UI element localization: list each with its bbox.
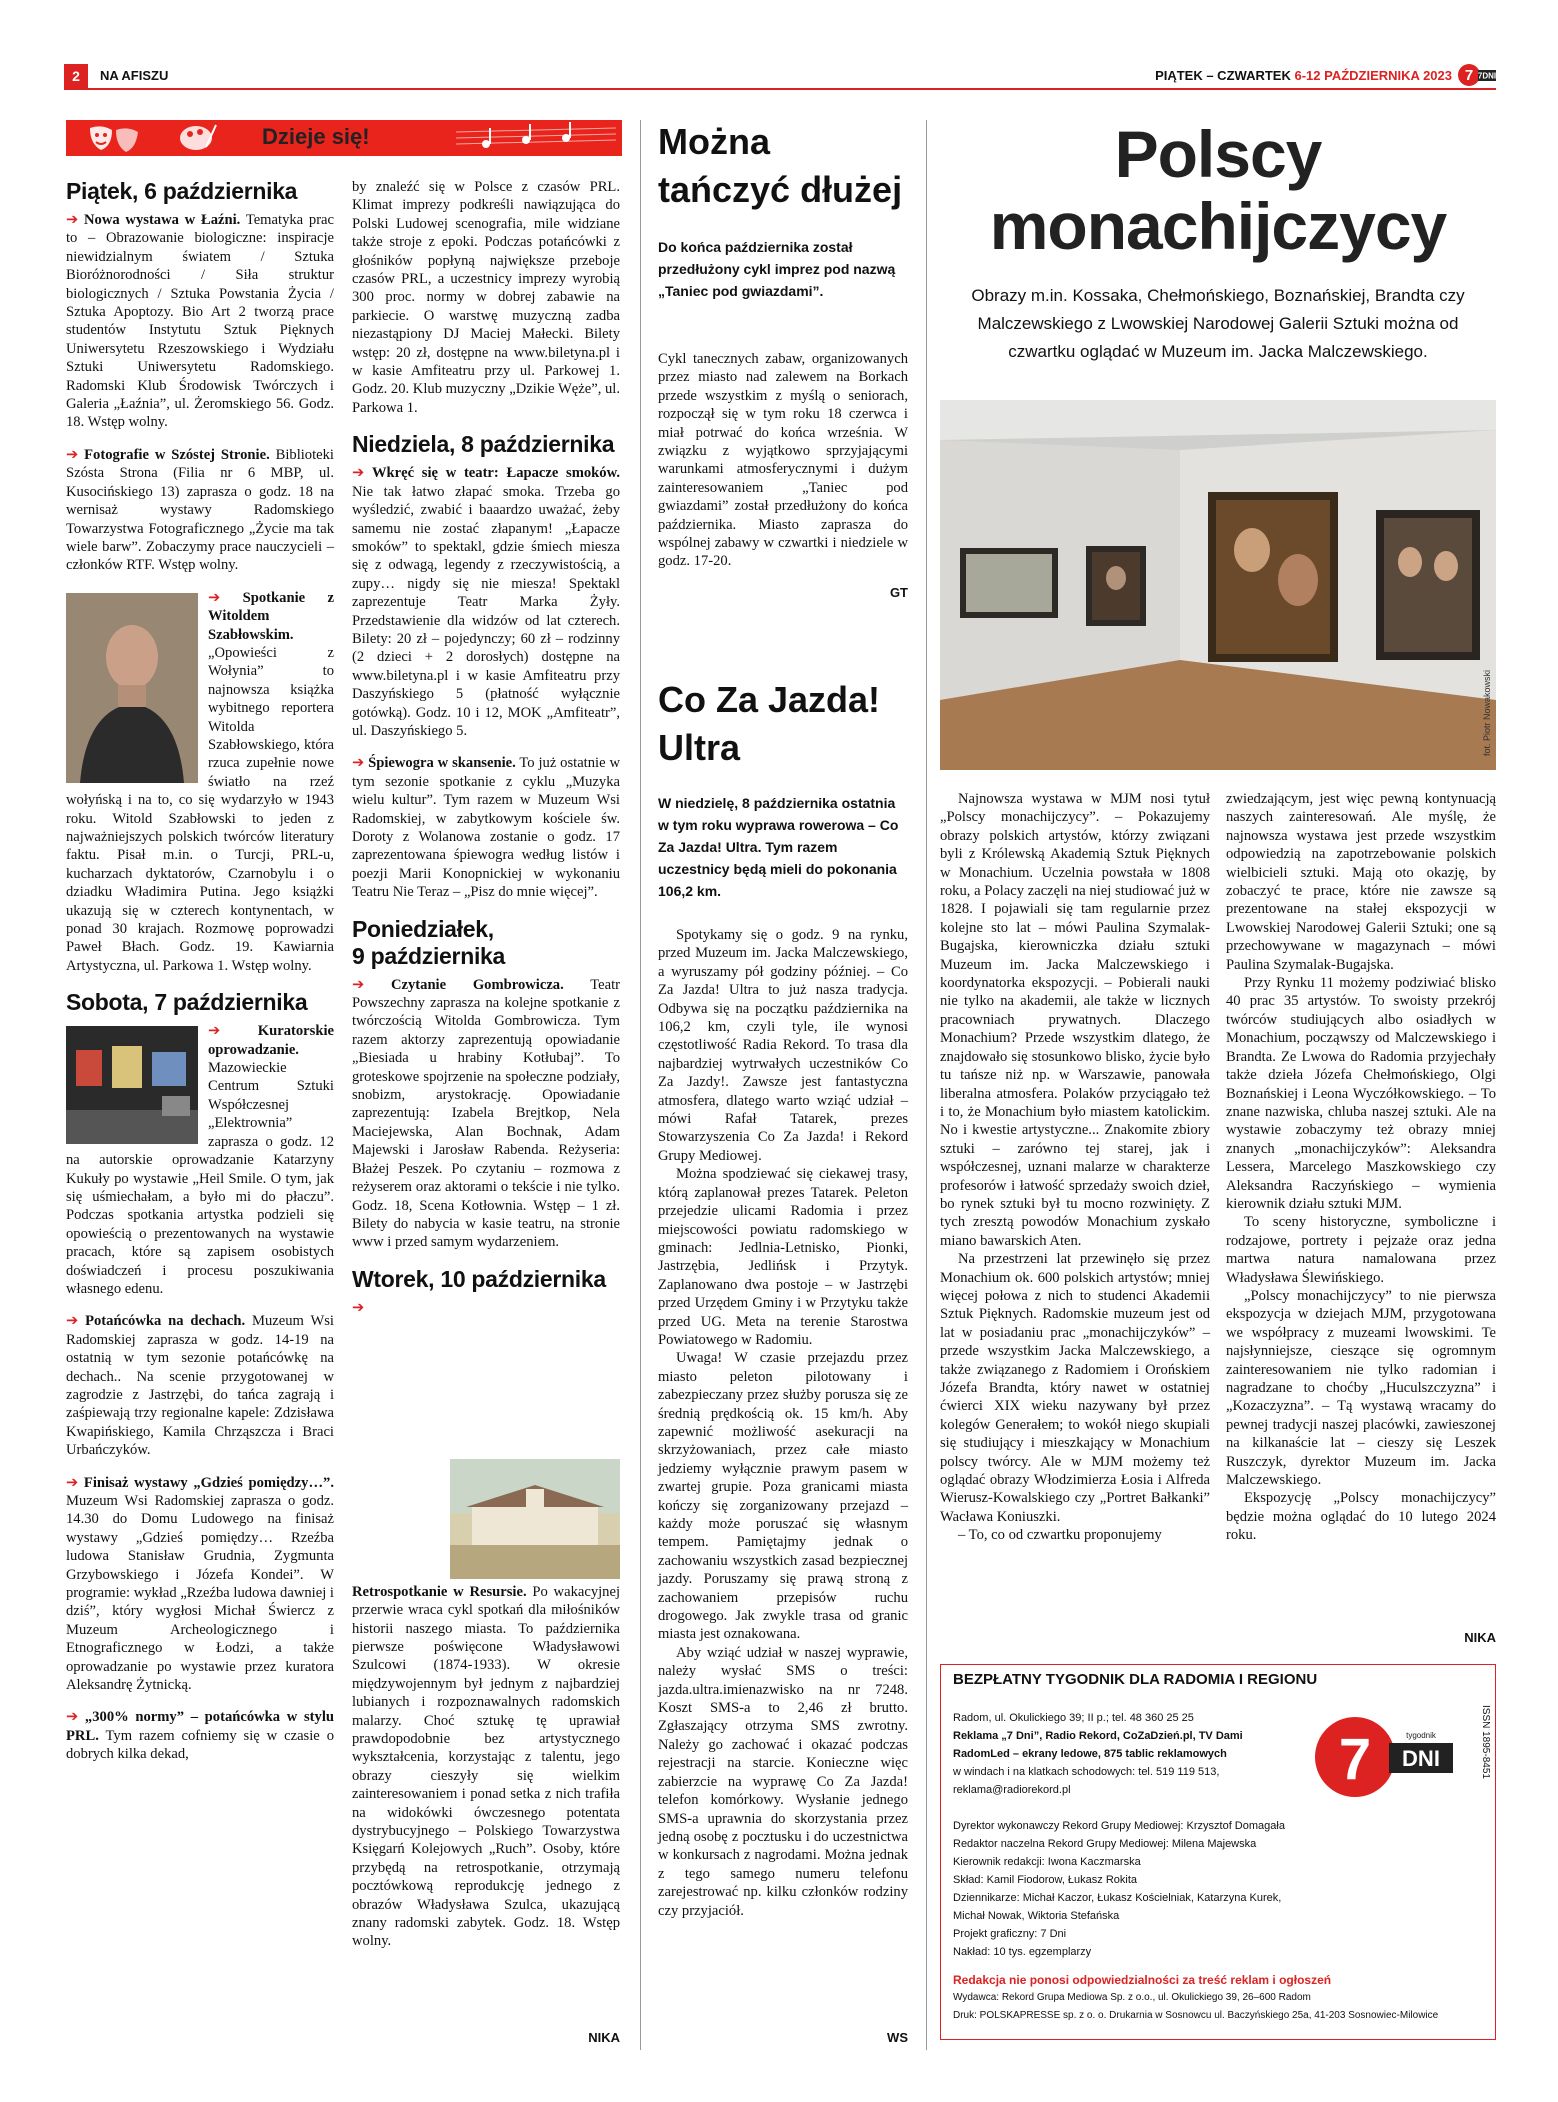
paragraph: Spotykamy się o godz. 9 na rynku, przed Muzeum im. Jacka Malczewskiego, a wyruszamy pół godziny później. – Co Za Jazda! Ultra to już nasza tradycja. Odbywa się na początku października na 106,2 km, czyli tyle, ile wynosi częstotliwość Radia Rekord. To trasa dla najbardziej wytrwałych uczestników Co Za Jazdy!. Zawsze jest fantastyczna atmosfera, dlatego warto wziąć udział – mówi Rafał Tatarek, prezes Stowarzyszenia Co Za Jazda! i Rekord Grupy Mediowej. bbox=[658, 927, 908, 1164]
article-body: Cykl tanecznych zabaw, organizowanych przez miasto nad zalewem na Borkach przede wszystkim z myślą o seniorach, rozpoczął się w tym roku 18 czerwca i miał potrwać do końca września. W związku z wyjątkowo sprzyjającymi warunkami atmosferycznymi i dużym zainteresowaniem „Taniec pod gwiazdami” został przedłużony do końca października. Miasto zaprasza do wspólnej zabawy w czwartki i niedziele w godz. 17-20. bbox=[658, 351, 908, 570]
event-text: Teatr Powszechny zaprasza na kolejne spotkanie z twórczością Witolda Gombrowicza. Tym razem aktorzy zaprezentują opowiadanie „Biesiada u hrabiny Kotłubaj”. To groteskowe spojrzenie na społeczne podziały, snobizm, arystokrację. Opowiadanie zaprezentują: Izabela Brejtkop, Nela Maciejewska, Alan Bochnak, Adam Majewski i Jarosław Rabenda. Reżyseria: Błażej Peszek. Po czytaniu – rozmowa z reżyserem oraz aktorami o tekście i nie tylko. Godz. 18, Scena Kotłownia. Wstęp – 1 zł. Bilety do nabycia w kasie teatru, na stronie www i przed samym wydarzeniem. bbox=[352, 976, 620, 1251]
day-heading: Poniedziałek, bbox=[352, 915, 494, 942]
event-text: Po wakacyjnej przerwie wraca cykl spotkań dla miłośników historii naszego miasta. To października pierwsze poświęcone Władysławowi Szulcowi (1874-1933). W okresie międzywojennym był jednym z najbardziej lubianych i rozpoznawalnych radomskich malarzy. Choć sztukę tę uprawiał prawdopodobnie bez artystycznego wykształcenia, korzystając z talentu, jego obrazy cieszyły się wielkim zainteresowaniem i ponad setka z nich trafiła na widokówki ówczesnego potentata dystrybucyjnego – Polskiego Towarzystwa Księgarń Kolejowych „Ruch”. Osoby, które przybędą na retrospotkanie, otrzymają pocztówkową reprodukcję jednego z obrazów Władysława Szulca, ukazującą znany radomski zabytek. Godz. 18. Wstęp wolny. bbox=[352, 1583, 620, 1950]
paragraph: To sceny historyczne, symboliczne i rodzajowe, portrety i pejzaże oraz jedna martwa natura namalowana przez Władysława Ślewińskiego. bbox=[1226, 1214, 1496, 1286]
paragraph: Aby wziąć udział w naszej wyprawie, należy wysłać SMS o treści: jazda.ultra.imienazwisko na nr 7248. Koszt SMS-a to 2,46 zł brutto. Zgłaszający otrzyma SMS zwrotny. Należy go zachować i okazać podczas rejestracji na starcie. Konieczne więc zabierzcie na wyprawę Co Za Jazda! telefon komórkowy. Wysłanie jednego SMS-a uprawnia do skorzystania przez jedną osobę z pocztusku i do uczestnictwa w konkursach z nagrodami. Można jednak z tego samego numeru telefonu zarejestrować np. kilku członków rodziny czy przyjaciół. bbox=[658, 1644, 908, 1919]
event-title: Spotkanie z Witoldem Szabłowskim. bbox=[208, 589, 334, 643]
author-signature: NIKA bbox=[1464, 1630, 1496, 1645]
paragraph: Przy Rynku 11 możemy podziwiać blisko 40 prac 35 artystów. To swoisty przekrój twórców studiujących albo osiadłych w Monachium, począwszy od Malczewskiego i Brandta. Ze Lwowa do Radomia przyjechały także dzieła Józefa Chełmońskiego, Olgi Boznańskiej i Leona Wyczółkowskiego. – To znane nazwiska, chluba naszej sztuki. Ale na wystawie zobaczymy też obrazy mniej znanych „monachijczyków”: Aleksandra Lessera, Marcelego Maszkowskiego czy Aleksandra Raczyńskiego – wymienia kierownik działu sztuki MJM. bbox=[1226, 975, 1496, 1212]
day-heading: Piątek, 6 października bbox=[66, 178, 298, 204]
paragraph: „Polscy monachijczycy” to nie pierwsza ekspozycja w dziejach MJM, przygotowana we współpracy z muzeami lwowskimi. Te najsłynniejsze, cieszące się ogromnym zainteresowaniem nie tylko radomian i nagradzane to choćby „Huculszczyzna” i „Kozaczyzna”. – Tą wystawą wracamy do pewnej tradycji naszej placówki, zawieszonej na kilkanaście lat – cieszy się Leszek Ruszczyk, dyrektor Muzeum im. Jacka Malczewskiego. bbox=[1226, 1287, 1496, 1489]
event-text: Tym razem cofniemy się w czasie o dobrych kilka dekad, bbox=[66, 1727, 334, 1763]
date-prefix: PIĄTEK – CZWARTEK bbox=[1155, 68, 1291, 83]
event-text: Muzeum Wsi Radomskiej zaprasza o godz. 14.30 do Domu Ludowego na finisaż wystawy „Gdzieś pomiędzy… Rzeźba ludowa Stanisław Grudnia, Zygmunta Grzybowskiego i Józefa Kondei”. W programie: wykład „Rzeźba ludowa dawniej i dziś”, który wygłosi Michał Świercz z Muzeum Archeologicznego i Etnograficznego w Łodzi, a także oprowadzanie po wystawie przez kuratora Aleksandrę Żytnicką. bbox=[66, 1493, 334, 1694]
contact-email: reklama@radiorekord.pl bbox=[953, 1784, 1071, 1796]
exhibition-photo bbox=[66, 1026, 198, 1144]
events-banner bbox=[66, 120, 622, 156]
event-title: Nowa wystawa w Łaźni. bbox=[84, 212, 241, 228]
day-heading: Sobota, 7 października bbox=[66, 989, 308, 1016]
page-header bbox=[64, 64, 1496, 90]
7dni-logo-icon bbox=[1315, 1713, 1465, 1803]
main-article bbox=[940, 118, 1496, 366]
events-column-2 bbox=[352, 178, 620, 1951]
event-text: Mazowieckie Centrum Sztuki Współczesnej „Elektrownia” zaprasza o godz. 12 na autorskie oprowadzanie Katarzyny Kukuły po wystawie „Heil Smile. O tym, jak się uśmiechałam, a było mi do płaczu”. Podczas spotkania artystka podzieli się opowieścią o prezentowanych na wystawie pracach, które są zapisem osobistych doświadczeń i procesu poszukiwania własnego edenu. bbox=[66, 1060, 334, 1297]
page-number: 2 bbox=[64, 64, 88, 88]
event-text: Tematyka prac to – Obrazowanie biologiczne: inspiracje niewidzialnym światem / Sztuka Bioróżnorodności / Siła struktur biologicznych / Sztuka Powstania Życia / Sztuka Apoptozy. Bio Art 2 tworzą prace studentów Instytutu Sztuk Pięknych Uniwersytetu Rzeszowskiego i Wydziału Sztuki Uniwersytetu Radomskiego. Radomski Klub Środowisk Twórczych i Galeria „Łaźnia”, ul. Żeromskiego 56. Godz. 18. Wstęp wolny. bbox=[66, 212, 335, 431]
staff-line: Skład: Kamil Fiodorow, Łukasz Rokita bbox=[953, 1874, 1138, 1886]
event-title: Fotografie w Szóstej Stronie. bbox=[84, 446, 270, 463]
contact-line: w windach i na klatkach schodowych: tel. 519 119 513, bbox=[953, 1766, 1220, 1778]
main-article-col-2 bbox=[1226, 790, 1496, 1545]
publisher-line: Wydawca: Rekord Grupa Mediowa Sp. z o.o., ul. Okulickiego 39, 26–600 Radom bbox=[953, 1992, 1311, 2003]
gallery-photo bbox=[940, 400, 1496, 770]
staff-line: Redaktor naczelna Rekord Grupy Mediowej: Milena Majewska bbox=[953, 1838, 1257, 1850]
article-ride bbox=[658, 676, 908, 1920]
paragraph: Uwaga! W czasie przejazdu przez miasto peleton pilotowany i zabezpieczany przez służby porusza się ze średnią prędkością ok. 15 km/h. Aby zapewnić możliwość asekuracji na skrzyżowaniach, przez całe miasto jedziemy wyłącznie prawym pasem w zwartej grupie. Poza granicami miasta kończy się zorganizowany przejazd – każdy może poruszać się własnym tempem. Pamiętajmy jednak o zachowaniu wszystkich zasad bezpiecznej jazdy. Poruszamy się prawą stroną z zachowaniem przepisów ruchu drogowego. Jak zwykle trasa od granic miasta jest oznakowana. bbox=[658, 1350, 908, 1643]
logo-text: DNI bbox=[1402, 1746, 1440, 1771]
author-portrait-photo bbox=[66, 593, 198, 783]
event-title: Finisaż wystawy „Gdzieś pomiędzy…”. bbox=[83, 1474, 334, 1491]
arrow-icon: ➔ bbox=[66, 1708, 79, 1726]
date-range: 6-12 PAŹDZIERNIKA bbox=[1294, 68, 1420, 83]
banner-title: Dzieje się! bbox=[262, 124, 370, 149]
article-title: Co Za Jazda! Ultra bbox=[658, 679, 881, 768]
paragraph: Można spodziewać się ciekawej trasy, którą zaplanował prezes Tatarek. Peleton przejedzie ulicami Radomia i przez miejscowości powiatu radomskiego w gminach: Jedlnia-Letnisko, Pionki, Jastrzębia, Jedlińsk i Przytyk. Zaplanowano dwa postoje – w Jastrzębi przed Urzędem Gminy i w Przytyku także przed UG. Meta na terenie Starostwa Powiatowego w Radomiu. bbox=[658, 1166, 908, 1348]
event-text: Biblioteki Szósta Strona (Filia nr 6 MBP, ul. Kusocińskiego 13) zaprasza o godz. 18 na wernisaż wystawy Radomskiego Towarzystwa Fotograficznego „Życie ma tak wiele barw”. Zobaczymy prace nauczycieli – członków RTF. Wstęp wolny. bbox=[66, 446, 334, 574]
event-title: Wkręć się w teatr: Łapacze smoków. bbox=[371, 465, 620, 482]
main-title-line-2: monachijczycy bbox=[989, 189, 1447, 263]
gallery-room-illustration bbox=[940, 400, 1496, 770]
date-year: 2023 bbox=[1423, 68, 1452, 83]
palette-icon bbox=[178, 123, 218, 153]
article-lead: Do końca października został przedłużony cykl imprez pod nazwą „Taniec pod gwiazdami”. bbox=[658, 239, 896, 299]
logo-tagline: tygodnik bbox=[1406, 1731, 1436, 1740]
contact-block bbox=[953, 1709, 1313, 1799]
publisher-block bbox=[953, 1971, 1483, 2025]
arrow-icon: ➔ bbox=[66, 1312, 79, 1330]
event-text: by znaleźć się w Polsce z czasów PRL. Klimat imprezy podkreśli nawiązująca do Polski Ludowej scenografia, mile widziane także stroje z epoki. Podczas potańcówki z głośników popłyną największe przeboje czasów PRL, a uczestnicy imprezy wyrobią 300 proc. normy w dobrej zabawie na parkiecie. O warstwę muzyczną zadba niezastąpiony DJ Maciej Małecki. Bilety wstęp: 20 zł, dostępne na www.biletyna.pl i w kasie Amfiteatru przy ul. Parkowej 1. Godz. 20. Klub muzyczny „Dzikie Węże”, ul. Parkowa 1. bbox=[352, 179, 620, 416]
event-text: Nie tak łatwo złapać smoka. Trzeba go wyśledzić, zwabić i baaardzo uważać, żeby samemu nie zostać złapanym! „Łapacze smoków” to spektakl, gdzie śmiech miesza się z odwagą, legendy z rzeczywistością, a zupy… nigdy się nie miesza! Spektakl zaprezentuje Teatr Marka Żyły. Przedstawienie dla widzów od lat czterech. Bilety: 20 zł – pojedynczy; 60 zł – rodzinny (2 dzieci + 2 dorosłych) dostępne na www.biletyna.pl i w kasie Amfiteatru przy Daszyńskiego 5 (płatność wyłącznie gotówką). Godz. 10 i 12, MOK „Amfiteatr”, ul. Daszyńskiego 5. bbox=[352, 483, 620, 739]
column-divider bbox=[926, 120, 927, 2050]
main-title-line-1: Polscy bbox=[1114, 117, 1322, 191]
music-notes-icon bbox=[456, 122, 616, 154]
author-signature: GT bbox=[889, 584, 908, 600]
issue-date bbox=[1155, 68, 1452, 83]
staff-line: Dyrektor wykonawczy Rekord Grupy Mediowej: Krzysztof Domagała bbox=[953, 1820, 1285, 1832]
arrow-icon: ➔ bbox=[352, 754, 365, 772]
staff-line: Kierownik redakcji: Iwona Kaczmarska bbox=[953, 1856, 1141, 1868]
paragraph: Na przestrzeni lat przewinęło się przez Monachium ok. 600 polskich artystów; mniej więcej połowa z nich to studenci Akademii Sztuk Pięknych. Radomskie muzeum jest od lat w posiadaniu prac „monachijczyków” – przede wszystkim Jacka Malczewskiego, a także związanego z Radomiem i Orońskiem Józefa Brandta, który nawet w ostatniej ćwierci XIX wieku nazywany był przez kolegów Generałem; to wokół niego skupiali się studiujący i mieszkający w Monachium polscy twórcy. Ale w MJM możemy też oglądać obrazy Włodzimierza Łosia i Alfreda Wierusz-Kowalskiego czy „Portret Bałkanki” Wacława Koniuszki. bbox=[940, 1251, 1210, 1525]
arrow-icon: ➔ bbox=[66, 211, 79, 228]
events-column-1 bbox=[66, 178, 334, 1764]
contact-line: RadomLed – ekrany ledowe, 875 tablic reklamowych bbox=[953, 1748, 1227, 1760]
arrow-icon: ➔ bbox=[208, 1022, 221, 1040]
photo-credit: fot. Piotr Nowakowski bbox=[1482, 669, 1492, 756]
staff-line: Nakład: 10 tys. egzemplarzy bbox=[953, 1946, 1092, 1958]
paragraph: zwiedzającym, jest więc pewną kontynuacją naszych zainteresowań. Ale myślę, że najnowsza wystawa jest przede wszystkim odpowiedzią na zapotrzebowanie polskich wielbicieli sztuki. Mają oto okazję, by zobaczyć te prace, które nie zawsze są prezentowane na stałej ekspozycji w Lwowskiej Narodowej Galerii Sztuki; one są przechowywane w magazynach – mówi Paulina Szymalak-Bugajska. bbox=[1226, 791, 1496, 973]
contact-line: Reklama „7 Dni”, Radio Rekord, CoZaDzień.pl, TV Dami bbox=[953, 1730, 1243, 1742]
day-heading: Niedziela, 8 października bbox=[352, 431, 615, 458]
day-heading: Wtorek, 10 października bbox=[352, 1265, 606, 1292]
column-divider bbox=[640, 120, 641, 2050]
event-title: Retrospotkanie w Resursie. bbox=[352, 1583, 527, 1600]
arrow-icon: ➔ bbox=[208, 588, 221, 606]
event-title: Czytanie Gombrowicza. bbox=[390, 976, 564, 993]
main-lead: Obrazy m.in. Kossaka, Chełmońskiego, Boznańskiej, Brandta czy Malczewskiego z Lwowskiej Narodowej Galerii Sztuki można od czwartku oglądać w Muzeum im. Jacka Malczewskiego. bbox=[971, 286, 1465, 361]
arrow-icon: ➔ bbox=[352, 464, 365, 482]
postcard-painting-photo bbox=[450, 1459, 620, 1579]
event-text: To już ostatnie w tym sezonie spotkanie z cyklu „Muzyka wielu kultur”. Tym razem w Muzeum Wsi Radomskiej, w zabytkowym kościele św. Doroty z Wolanowa zostanie o godz. 17 zaprezentowana śpiewogra według listów i poezji Marii Konopnickiej w wykonaniu Teatru Nie Teraz – „Pisz do mnie więcej”. bbox=[352, 755, 620, 901]
staff-line: Projekt graficzny: 7 Dni bbox=[953, 1928, 1067, 1940]
disclaimer: Redakcja nie ponosi odpowiedzialności za treść reklam i ogłoszeń bbox=[953, 1973, 1332, 1987]
imprint-box bbox=[940, 1664, 1496, 2040]
day-heading: 9 października bbox=[352, 942, 506, 969]
contact-line: Radom, ul. Okulickiego 39; II p.; tel. 48 360 25 25 bbox=[953, 1712, 1194, 1724]
section-name: NA AFISZU bbox=[100, 68, 169, 83]
event-text: „Opowieści z Wołynia” to najnowsza książka wybitnego reportera Witolda Szabłowskiego, która rzuca zupełnie nowe światło na rzeź wołyńską i na to, co się wydarzyło w 1943 roku. Witold Szabłowski to jeden z najważniejszych polskich twórców literatury faktu. Pisał m.in. o Turcji, PRL-u, kucharzach dyktatorów, Czarnobylu i o dziadku Władimira Putina. Jego książki ukazują się w czterech kontynentach, w ponad 30 krajach. Rozmowę poprowadzi Paweł Błach. Godz. 19. Kawiarnia Artystyczna, ul. Parkowa 1. Wstęp wolny. bbox=[66, 644, 334, 974]
staff-block bbox=[953, 1817, 1483, 1961]
arrow-icon: ➔ bbox=[352, 1298, 365, 1316]
svg-text:7: 7 bbox=[1464, 67, 1474, 84]
event-title: „300% normy” – potańcówka w stylu PRL. bbox=[66, 1709, 334, 1744]
theatre-masks-icon bbox=[86, 122, 156, 154]
event-text: Muzeum Wsi Radomskiej zaprasza w godz. 14-19 na ostatnią w tym sezonie potańcówkę na dechach.. Na scenie przygotowanej w zagrodzie z Jastrzębi, do tańca zagrają i zaśpiewają trzy regionalne kapele: Zdzisława Kwapińskiego, Kamila Chrząszcza i Braci Urbańczyków. bbox=[66, 1313, 334, 1459]
author-signature: WS bbox=[887, 2030, 908, 2045]
arrow-icon: ➔ bbox=[66, 445, 79, 463]
paragraph: – To, co od czwartku proponujemy bbox=[958, 1527, 1162, 1544]
event-title: Śpiewogra w skansenie. bbox=[368, 755, 516, 772]
printer-line: Druk: POLSKAPRESSE sp. z o. o. Drukarnia w Sosnowcu ul. Baczyńskiego 25a, 41-203 Sosnowiec-Milowice bbox=[953, 2010, 1439, 2021]
event-title: Kuratorskie oprowadzanie. bbox=[208, 1023, 334, 1058]
logo-text: 7DNI bbox=[1477, 71, 1496, 81]
svg-text:7: 7 bbox=[1338, 1727, 1372, 1792]
staff-line: Dziennikarze: Michał Kaczor, Łukasz Kościelniak, Katarzyna Kurek, bbox=[953, 1892, 1282, 1904]
paragraph: Najnowsza wystawa w MJM nosi tytuł „Polscy monachijczycy”. – Pokazujemy obrazy polskich artystów, którzy związani byli z Królewską Akademią Sztuk Pięknych w Monachium. Uczelnia powstała w 1808 roku, a Polacy zaczęli na niej studiować już w 1828. I pojawiali się tam regularnie przez kolejne sto lat – mówi Paulina Szymalak-Bugajska, kierowniczka działu sztuki Muzeum im. Jacka Malczewskiego i koordynatorka ekspozycji. – Pobierali nauki nie tylko na akademii, ale także w licznych pracowniach prywatnych. Dlaczego Monachium? Przede wszystkim dlatego, że znajdowało się stosunkowo blisko, życie było tu tańsze niż np. w Warszawie, panowała liberalna atmosfera. Polaków przyciągało też i to, że Monachium było miastem katolickim. No i kwestie artystyczne... Znakomite zbiory sztuki – zarówno tej starej, jak i współczesnej, uznani malarze w charakterze profesorów i łatwość sprzedaży swoich dzieł, bo rynek sztuki był tu mocno rozwinięty. Z tych zresztą powodów Monachium zyskało miano bawarskich Aten. bbox=[940, 791, 1210, 1249]
arrow-icon: ➔ bbox=[66, 1473, 79, 1491]
event-title: Potańcówka na dechach. bbox=[85, 1313, 246, 1330]
article-dance bbox=[658, 118, 908, 600]
issn: ISSN 1895-8451 bbox=[1480, 1705, 1491, 1779]
article-lead: W niedzielę, 8 października ostatnia w tym roku wyprawa rowerowa – Co Za Jazda! Ultra. Tym razem uczestnicy będą mieli do pokonania 106,2 km. bbox=[658, 795, 899, 899]
article-title: Można tańczyć dłużej bbox=[658, 121, 903, 210]
arrow-icon: ➔ bbox=[352, 975, 365, 993]
author-signature: NIKA bbox=[588, 2030, 620, 2045]
main-article-col-1 bbox=[940, 790, 1210, 1545]
imprint-title: BEZPŁATNY TYGODNIK DLA RADOMIA I REGIONU bbox=[953, 1671, 1318, 1688]
paragraph: Ekspozycję „Polscy monachijczycy” będzie można oglądać do 10 lutego 2024 roku. bbox=[1226, 1490, 1496, 1544]
staff-line: Michał Nowak, Wiktoria Stefańska bbox=[953, 1910, 1120, 1922]
article-body bbox=[658, 926, 908, 1920]
7dni-logo-icon bbox=[1458, 62, 1496, 88]
